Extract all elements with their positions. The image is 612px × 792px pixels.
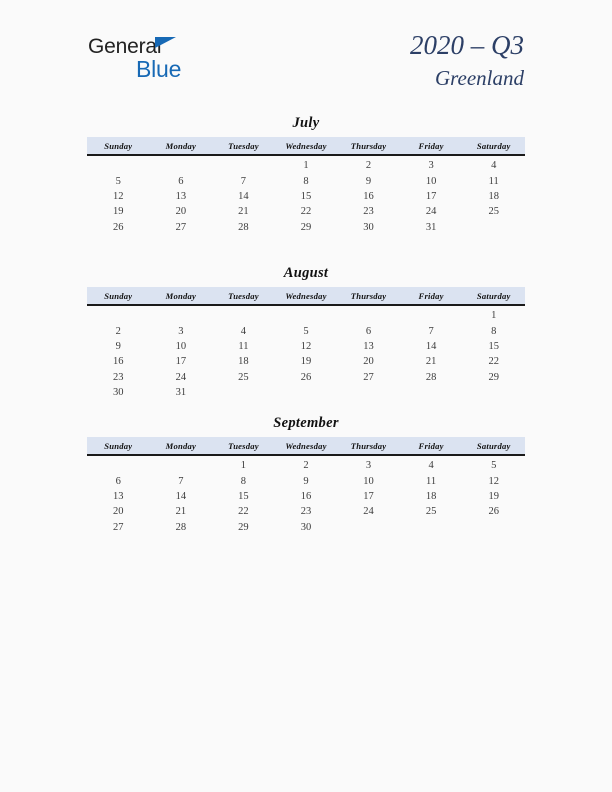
week-row — [87, 155, 525, 173]
weekday-header-monday: Monday — [150, 437, 213, 455]
day-cell[interactable]: 29 — [488, 371, 499, 383]
weekday-header-row — [87, 287, 525, 305]
day-cell[interactable]: 5 — [491, 460, 497, 472]
week-row — [87, 220, 525, 235]
day-cell[interactable]: 30 — [113, 387, 124, 399]
week-row — [87, 504, 525, 519]
day-cell[interactable]: 20 — [175, 206, 187, 218]
day-cell[interactable]: 29 — [300, 221, 312, 233]
day-cell[interactable]: 7 — [428, 325, 434, 337]
title-block — [410, 30, 524, 92]
day-cell[interactable]: 10 — [363, 475, 374, 487]
week-row — [87, 354, 525, 369]
day-cell[interactable]: 31 — [175, 387, 187, 399]
week-row — [87, 204, 525, 219]
triangle-flag-icon — [155, 37, 176, 58]
day-cell[interactable]: 31 — [425, 221, 437, 233]
page-subtitle-country: Greenland — [434, 66, 524, 91]
day-cell[interactable]: 6 — [365, 325, 372, 337]
day-cell-empty — [150, 155, 213, 173]
day-cell[interactable]: 21 — [425, 356, 437, 368]
day-cell[interactable]: 2 — [365, 160, 372, 172]
weekday-header-monday: Monday — [150, 287, 213, 305]
day-cell[interactable]: 24 — [425, 206, 437, 218]
weekday-header-saturday: Saturday — [462, 437, 525, 455]
weekday-header-thursday: Thursday — [337, 137, 400, 155]
day-cell[interactable]: 18 — [425, 490, 437, 502]
weekday-header-friday: Friday — [400, 437, 463, 455]
day-cell[interactable]: 11 — [488, 175, 499, 187]
weekday-header-saturday: Saturday — [462, 137, 525, 155]
weekday-header-tuesday: Tuesday — [212, 437, 275, 455]
day-cell[interactable]: 12 — [488, 475, 499, 487]
day-cell-empty — [150, 455, 213, 473]
calendar-body — [87, 305, 525, 400]
page-header — [0, 30, 612, 110]
day-cell-empty — [400, 305, 463, 323]
day-cell[interactable]: 18 — [488, 190, 499, 202]
day-cell[interactable]: 21 — [175, 506, 187, 518]
day-cell[interactable]: 6 — [178, 175, 184, 187]
day-cell-empty — [212, 305, 275, 323]
weekday-header-friday: Friday — [400, 137, 463, 155]
day-cell[interactable]: 3 — [428, 160, 434, 172]
day-cell[interactable]: 23 — [363, 206, 374, 218]
day-cell[interactable]: 20 — [363, 356, 374, 368]
day-cell[interactable]: 27 — [113, 521, 124, 533]
day-cell[interactable]: 8 — [240, 475, 247, 487]
day-cell[interactable]: 28 — [238, 221, 249, 233]
day-cell[interactable]: 23 — [300, 506, 312, 518]
day-cell-empty — [462, 385, 525, 400]
day-cell[interactable]: 19 — [113, 206, 124, 218]
day-cell[interactable]: 6 — [115, 475, 121, 487]
weekday-header-row — [87, 437, 525, 455]
month-section-august — [87, 263, 525, 400]
month-title: July — [292, 115, 320, 131]
day-cell-empty — [462, 220, 525, 235]
weekday-header-monday: Monday — [150, 137, 213, 155]
day-cell[interactable]: 3 — [365, 460, 372, 472]
day-cell[interactable]: 19 — [300, 356, 312, 368]
day-cell[interactable]: 17 — [425, 190, 437, 202]
day-cell[interactable]: 24 — [175, 371, 187, 383]
week-row — [87, 455, 525, 473]
day-cell[interactable]: 16 — [363, 190, 374, 202]
day-cell[interactable]: 8 — [303, 175, 309, 187]
day-cell[interactable]: 17 — [175, 356, 187, 368]
day-cell[interactable]: 26 — [488, 506, 499, 518]
day-cell-empty — [462, 520, 525, 535]
weekday-header-sunday: Sunday — [87, 137, 150, 155]
month-title: September — [273, 415, 339, 431]
day-cell[interactable]: 1 — [303, 160, 309, 172]
day-cell[interactable]: 1 — [491, 310, 497, 322]
weekday-header-tuesday: Tuesday — [212, 287, 275, 305]
day-cell-empty — [337, 520, 400, 535]
day-cell[interactable]: 29 — [238, 521, 249, 533]
day-cell[interactable]: 30 — [300, 521, 312, 533]
day-cell[interactable]: 14 — [175, 490, 187, 502]
day-cell[interactable]: 11 — [426, 475, 437, 487]
page-title: 2020 – Q3 — [410, 30, 524, 60]
day-cell[interactable]: 24 — [363, 506, 374, 518]
week-row — [87, 520, 525, 535]
calendar-body — [87, 455, 525, 535]
week-row — [87, 173, 525, 188]
month-section-september — [87, 413, 525, 535]
day-cell-empty — [337, 305, 400, 323]
week-row — [87, 305, 525, 323]
weekday-header-friday: Friday — [400, 287, 463, 305]
day-cell[interactable]: 12 — [300, 340, 312, 352]
day-cell[interactable]: 26 — [300, 371, 312, 383]
day-cell[interactable]: 23 — [113, 371, 124, 383]
week-row — [87, 323, 525, 338]
general-blue-logo[interactable] — [88, 36, 268, 88]
month-title: August — [283, 265, 329, 281]
weekday-header-wednesday: Wednesday — [275, 137, 338, 155]
calendar-body — [87, 155, 525, 235]
day-cell[interactable]: 15 — [488, 340, 499, 352]
day-cell[interactable]: 7 — [178, 475, 184, 487]
day-cell[interactable]: 8 — [491, 325, 497, 337]
day-cell[interactable]: 17 — [363, 490, 374, 502]
day-cell[interactable]: 12 — [113, 190, 124, 202]
weekday-header-sunday: Sunday — [87, 437, 150, 455]
day-cell-empty — [212, 155, 275, 173]
day-cell[interactable]: 5 — [303, 325, 309, 337]
day-cell[interactable]: 1 — [240, 460, 247, 472]
day-cell[interactable]: 13 — [175, 190, 187, 202]
month-section-july — [87, 113, 525, 235]
weekday-header-thursday: Thursday — [337, 287, 400, 305]
weekday-header-row — [87, 137, 525, 155]
day-cell-empty — [87, 455, 150, 473]
day-cell-empty — [400, 520, 463, 535]
day-cell[interactable]: 30 — [363, 221, 374, 233]
day-cell[interactable]: 22 — [238, 506, 249, 518]
day-cell[interactable]: 4 — [428, 460, 434, 472]
logo-word-blue: Blue — [136, 56, 182, 82]
day-cell[interactable]: 15 — [238, 490, 249, 502]
day-cell[interactable]: 9 — [303, 475, 309, 487]
week-row — [87, 370, 525, 385]
day-cell[interactable]: 9 — [365, 175, 372, 187]
weekday-header-thursday: Thursday — [337, 437, 400, 455]
day-cell[interactable]: 13 — [363, 340, 374, 352]
day-cell[interactable]: 4 — [491, 160, 497, 172]
day-cell[interactable]: 22 — [488, 356, 499, 368]
calendar-table — [87, 287, 525, 400]
day-cell[interactable]: 2 — [115, 325, 121, 337]
day-cell[interactable]: 10 — [425, 175, 437, 187]
day-cell[interactable]: 27 — [175, 221, 187, 233]
day-cell[interactable]: 13 — [113, 490, 124, 502]
week-row — [87, 489, 525, 504]
day-cell[interactable]: 10 — [175, 340, 187, 352]
day-cell[interactable]: 16 — [300, 490, 312, 502]
weekday-header-sunday: Sunday — [87, 287, 150, 305]
day-cell[interactable]: 25 — [425, 506, 437, 518]
calendar-table — [87, 137, 525, 235]
day-cell[interactable]: 18 — [238, 356, 249, 368]
day-cell-empty — [275, 385, 338, 400]
day-cell-empty — [212, 385, 275, 400]
day-cell[interactable]: 14 — [238, 190, 249, 202]
day-cell[interactable]: 2 — [303, 460, 309, 472]
day-cell[interactable]: 11 — [238, 340, 249, 352]
day-cell[interactable]: 28 — [175, 521, 187, 533]
day-cell-empty — [275, 305, 338, 323]
day-cell[interactable]: 16 — [113, 356, 124, 368]
day-cell[interactable]: 14 — [425, 340, 437, 352]
weekday-header-wednesday: Wednesday — [275, 287, 338, 305]
day-cell[interactable]: 28 — [425, 371, 437, 383]
day-cell[interactable]: 3 — [178, 325, 184, 337]
day-cell[interactable]: 22 — [300, 206, 312, 218]
day-cell-empty — [400, 385, 463, 400]
weekday-header-saturday: Saturday — [462, 287, 525, 305]
day-cell[interactable]: 7 — [240, 175, 247, 187]
calendar-table — [87, 437, 525, 535]
day-cell[interactable]: 25 — [488, 206, 499, 218]
weekday-header-tuesday: Tuesday — [212, 137, 275, 155]
logo-word-general: General — [88, 35, 162, 58]
day-cell[interactable]: 26 — [113, 221, 124, 233]
week-row — [87, 473, 525, 488]
day-cell[interactable]: 21 — [238, 206, 249, 218]
day-cell[interactable]: 9 — [115, 340, 121, 352]
week-row — [87, 385, 525, 400]
day-cell[interactable]: 19 — [488, 490, 499, 502]
day-cell-empty — [87, 305, 150, 323]
day-cell-empty — [87, 155, 150, 173]
weekday-header-wednesday: Wednesday — [275, 437, 338, 455]
day-cell[interactable]: 4 — [240, 325, 247, 337]
day-cell[interactable]: 5 — [115, 175, 121, 187]
day-cell[interactable]: 15 — [300, 190, 312, 202]
day-cell[interactable]: 27 — [363, 371, 374, 383]
day-cell[interactable]: 25 — [238, 371, 249, 383]
day-cell-empty — [150, 305, 213, 323]
day-cell[interactable]: 20 — [113, 506, 124, 518]
day-cell-empty — [337, 385, 400, 400]
week-row — [87, 339, 525, 354]
week-row — [87, 189, 525, 204]
